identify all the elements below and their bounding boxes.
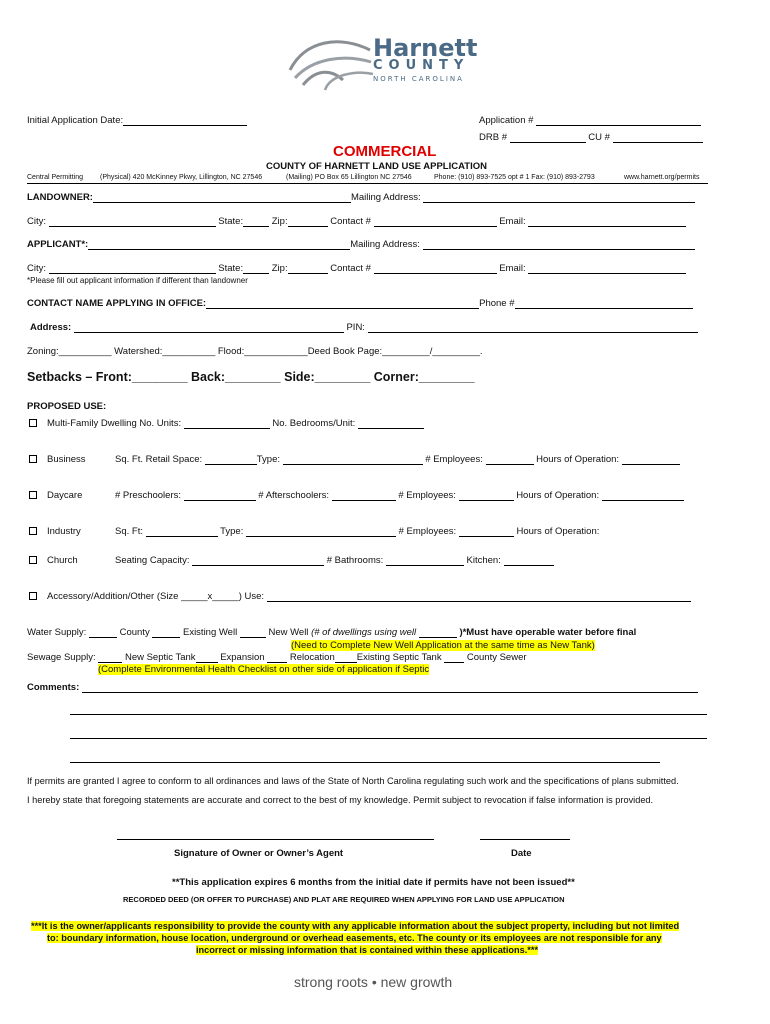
- zip-label: Zip:: [271, 263, 288, 274]
- type-label: Type:: [256, 454, 281, 465]
- use-accessory[interactable]: [29, 591, 691, 602]
- state-label: State:: [218, 216, 244, 227]
- commercial-title: COMMERCIAL: [333, 143, 437, 160]
- drb-cu-field[interactable]: [479, 132, 703, 143]
- applicant-mailing-label: Mailing Address:: [350, 239, 420, 250]
- address-row[interactable]: [30, 322, 698, 333]
- responsibility-line-3: incorrect or missing information that is contained within these applications.***: [196, 945, 539, 955]
- form-title: COUNTY OF HARNETT LAND USE APPLICATION: [266, 161, 487, 172]
- hours-label: Hours of Operation:: [516, 526, 600, 537]
- city-label: City:: [27, 263, 46, 274]
- hours-label: Hours of Operation:: [516, 490, 600, 501]
- office-phone: Phone: (910) 893-7525 opt # 1 Fax: (910) 893-2793: [434, 174, 595, 181]
- initial-date-field[interactable]: [27, 115, 247, 126]
- accuracy-statement: I hereby state that foregoing statements are accurate and correct to the best of my knowledge. Permit subject to revocation if false information is provided.: [27, 795, 654, 805]
- septic-checklist-note: (Complete Environmental Health Checklist on other side of application if Septic: [98, 664, 430, 675]
- afterschoolers-label: # Afterschoolers:: [258, 490, 330, 501]
- water-existing-label: Existing Well: [182, 627, 238, 638]
- header-divider: [27, 183, 708, 184]
- landscape-logo-icon: [285, 30, 375, 92]
- water-county-label: County: [119, 627, 150, 638]
- sewage-relocation-label: Relocation: [289, 652, 335, 663]
- operable-water-note: )*Must have operable water before final: [459, 627, 637, 638]
- tagline: strong roots • new growth: [294, 974, 453, 990]
- date-line[interactable]: [480, 839, 570, 840]
- website: www.harnett.org/permits: [624, 174, 700, 181]
- logo-state: NORTH CAROLINA: [373, 75, 464, 83]
- email-label: Email:: [499, 263, 526, 274]
- signature-label: Signature of Owner or Owner’s Agent: [174, 848, 344, 859]
- employees-label: # Employees:: [425, 454, 483, 465]
- contact-office-row[interactable]: [27, 298, 693, 309]
- seating-label: Seating Capacity:: [115, 555, 190, 566]
- checkbox[interactable]: [29, 491, 37, 499]
- employees-label: # Employees:: [398, 526, 457, 537]
- applicant-row[interactable]: [27, 239, 695, 250]
- sewage-county-sewer-label: County Sewer: [466, 652, 527, 663]
- state-label: State:: [218, 263, 244, 274]
- comments-row[interactable]: [27, 682, 698, 693]
- physical-address: (Physical) 420 McKinney Pkwy, Lillington, NC 27546: [100, 174, 263, 181]
- sewage-expansion-label: Expansion: [220, 652, 265, 663]
- date-label: Date: [511, 848, 532, 859]
- applicant-note: *Please fill out applicant information if different than landowner: [27, 276, 248, 285]
- dwellings-label: (# of dwellings using well: [311, 627, 417, 638]
- checkbox[interactable]: [29, 592, 37, 600]
- kitchen-label: Kitchen:: [466, 555, 501, 566]
- water-supply-label: Water Supply:: [27, 627, 87, 638]
- checkbox[interactable]: [29, 556, 37, 564]
- county-logo: [285, 30, 485, 92]
- responsibility-line-1: ***It is the owner/applicants responsibility to provide the county with any applicable information about the subject property, including but not limited: [31, 921, 680, 931]
- sqft-label: Sq. Ft:: [115, 526, 143, 537]
- responsibility-line-2: to: boundary information, house location, underground or overhead easements, etc. The county or its employees are not responsible for any: [47, 933, 662, 943]
- zip-label: Zip:: [271, 216, 288, 227]
- accessory-label: Accessory/Addition/Other (Size _____x_____) Use:: [47, 591, 265, 602]
- church-label: Church: [47, 555, 78, 566]
- comments-label: Comments:: [27, 682, 80, 693]
- deed-label: Deed Book Page:_________/_________.: [307, 346, 483, 357]
- contact-office-phone-label: Phone #: [479, 298, 515, 309]
- business-label: Business: [47, 454, 86, 465]
- sewage-supply-row[interactable]: [27, 652, 527, 663]
- drb-label: DRB #: [479, 132, 507, 143]
- landowner-mailing-label: Mailing Address:: [350, 192, 421, 203]
- zoning-label: Zoning:__________: [27, 346, 112, 357]
- landowner-label: LANDOWNER:: [27, 192, 93, 203]
- comments-line[interactable]: [70, 714, 707, 715]
- expiration-notice: **This application expires 6 months from the initial date if permits have not been issued**: [172, 877, 575, 888]
- comments-line[interactable]: [70, 762, 660, 763]
- setbacks-row[interactable]: Setbacks – Front:________ Back:________ Side:________ Corner:________: [27, 370, 475, 384]
- bedrooms-label: No. Bedrooms/Unit:: [272, 418, 356, 429]
- type-label: Type:: [220, 526, 244, 537]
- signature-line[interactable]: [117, 839, 434, 840]
- applicant-city-row[interactable]: [27, 263, 686, 274]
- landowner-row[interactable]: [27, 192, 695, 203]
- landowner-city-row[interactable]: [27, 216, 686, 227]
- multifamily-label: Multi-Family Dwelling No. Units:: [47, 418, 182, 429]
- new-well-note: (Need to Complete New Well Application at the same time as New Tank): [291, 640, 595, 651]
- address-label: Address:: [30, 322, 72, 333]
- hours-label: Hours of Operation:: [536, 454, 620, 465]
- recorded-deed-notice: RECORDED DEED (OR OFFER TO PURCHASE) AND PLAT ARE REQUIRED WHEN APPLYING FOR LAND USE APPLICATION: [123, 895, 565, 904]
- city-label: City:: [27, 216, 46, 227]
- logo-county: COUNTY: [373, 58, 470, 73]
- application-label: Application #: [479, 115, 534, 126]
- checkbox[interactable]: [29, 527, 37, 535]
- contact-label: Contact #: [330, 263, 371, 274]
- logo-name: Harnett: [373, 34, 478, 62]
- sewage-new-tank-label: New Septic Tank: [124, 652, 196, 663]
- zoning-row[interactable]: [27, 346, 483, 357]
- flood-label: Flood:____________: [217, 346, 308, 357]
- sewage-existing-label: Existing Septic Tank: [356, 652, 442, 663]
- applicant-label: APPLICANT*:: [27, 239, 89, 250]
- initial-date-label: Initial Application Date:: [27, 115, 124, 126]
- checkbox[interactable]: [29, 419, 37, 427]
- use-multifamily[interactable]: [29, 418, 424, 429]
- email-label: Email:: [499, 216, 526, 227]
- daycare-label: Daycare: [47, 490, 83, 501]
- bathrooms-label: # Bathrooms:: [326, 555, 384, 566]
- proposed-use-heading: PROPOSED USE:: [27, 401, 107, 412]
- pin-label: PIN:: [346, 322, 365, 333]
- contact-label: Contact #: [330, 216, 371, 227]
- contact-office-label: CONTACT NAME APPLYING IN OFFICE:: [27, 298, 207, 309]
- cu-label: CU #: [588, 132, 610, 143]
- central-permitting: Central Permitting: [27, 174, 84, 181]
- watershed-label: Watershed:__________: [114, 346, 216, 357]
- preschoolers-label: # Preschoolers:: [115, 490, 182, 501]
- use-daycare[interactable]: [29, 490, 684, 501]
- conformance-statement: If permits are granted I agree to conform to all ordinances and laws of the State of North Carolina regulating such work and the specifications of plans submitted.: [27, 776, 679, 786]
- employees-label: # Employees:: [398, 490, 456, 501]
- use-industry[interactable]: [29, 526, 599, 537]
- mailing-address: (Mailing) PO Box 65 Lillington NC 27546: [286, 174, 412, 181]
- water-supply-row[interactable]: [27, 627, 636, 638]
- water-new-well-label: New Well: [268, 627, 309, 638]
- sewage-supply-label: Sewage Supply:: [27, 652, 96, 663]
- comments-line[interactable]: [70, 738, 707, 739]
- industry-label: Industry: [47, 526, 81, 537]
- retail-label: Sq. Ft. Retail Space:: [115, 454, 203, 465]
- checkbox[interactable]: [29, 455, 37, 463]
- use-business[interactable]: [29, 454, 680, 465]
- application-number-field[interactable]: [479, 115, 701, 126]
- use-church[interactable]: [29, 555, 554, 566]
